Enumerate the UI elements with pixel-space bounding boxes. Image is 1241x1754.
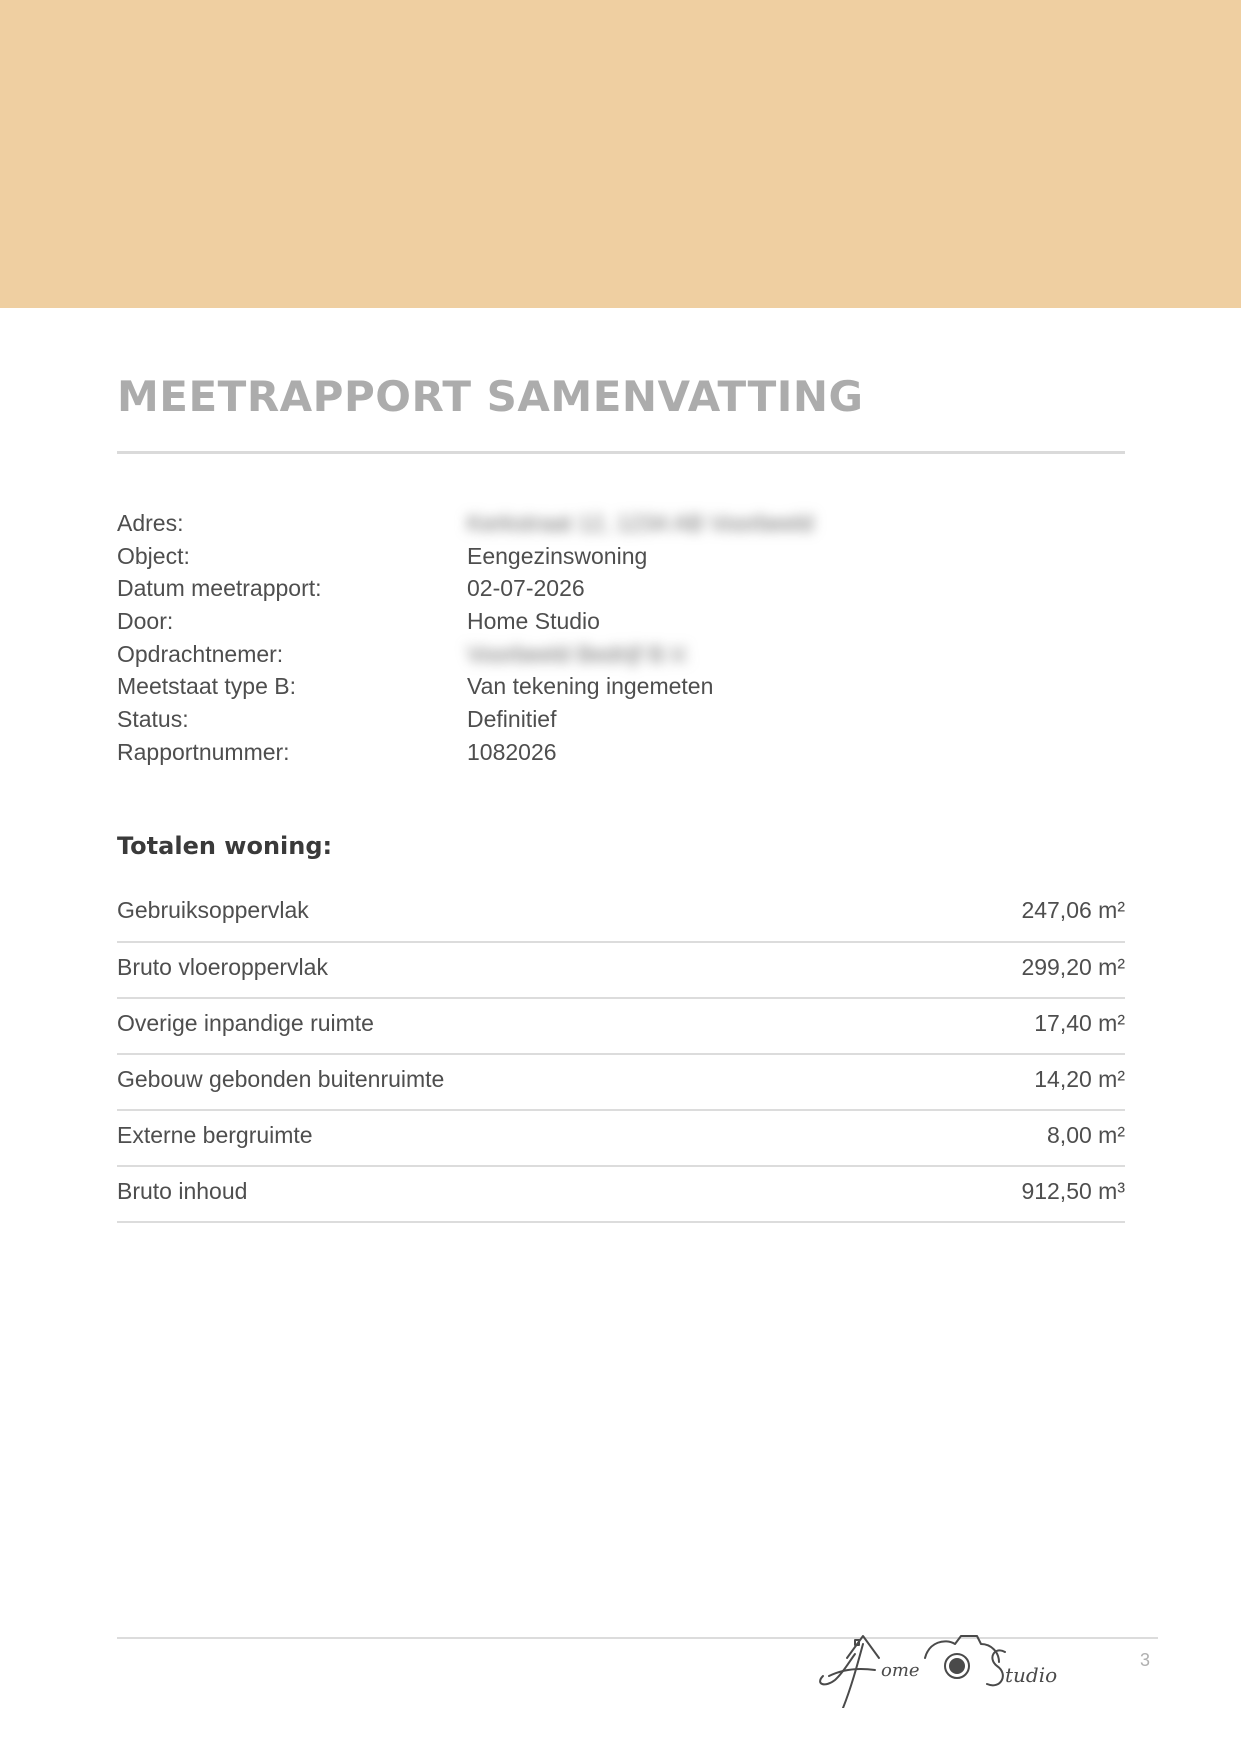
svg-text:ome: ome	[881, 1660, 920, 1681]
totals-value: 299,20 m²	[1021, 953, 1125, 980]
totals-heading: Totalen woning:	[117, 832, 333, 860]
report-info-table	[117, 507, 1125, 769]
totals-label: Gebouw gebonden buitenruimte	[117, 1065, 445, 1092]
totals-value: 912,50 m³	[1021, 1177, 1125, 1204]
info-row-object	[117, 540, 1125, 573]
info-row-report-number	[117, 736, 1125, 769]
info-row-measurement-type	[117, 670, 1125, 703]
info-label: Door:	[117, 607, 174, 634]
info-label: Object:	[117, 542, 190, 569]
page-number: 3	[1140, 1650, 1151, 1670]
info-row-date	[117, 572, 1125, 605]
info-value-redacted: Kerkstraat 12, 1234 AB Voorbeeld	[467, 509, 814, 536]
info-value: 1082026	[467, 738, 557, 765]
table-row	[117, 1167, 1125, 1223]
totals-label: Overige inpandige ruimte	[117, 1009, 374, 1036]
info-value: Eengezinswoning	[467, 542, 648, 569]
info-label: Rapportnummer:	[117, 738, 290, 765]
totals-label: Bruto vloeroppervlak	[117, 953, 328, 980]
info-value: Definitief	[467, 705, 557, 732]
totals-label: Bruto inhoud	[117, 1177, 248, 1204]
info-label: Status:	[117, 705, 189, 732]
info-value: Van tekening ingemeten	[467, 673, 714, 700]
info-label: Meetstaat type B:	[117, 673, 296, 700]
totals-label: Externe bergruimte	[117, 1121, 313, 1148]
totals-label: Gebruiksoppervlak	[117, 897, 309, 923]
info-row-by	[117, 605, 1125, 638]
totals-value: 14,20 m²	[1034, 1065, 1125, 1092]
header-band	[0, 0, 1241, 308]
table-row	[117, 1055, 1125, 1111]
title-divider	[117, 451, 1125, 454]
svg-text:tudio: tudio	[1005, 1663, 1058, 1687]
info-label: Datum meetrapport:	[117, 575, 322, 602]
table-row	[117, 999, 1125, 1055]
info-row-contractor	[117, 638, 1125, 671]
totals-value: 247,06 m²	[1021, 897, 1125, 923]
info-label: Adres:	[117, 509, 184, 536]
table-row	[117, 1111, 1125, 1167]
page-title: MEETRAPPORT SAMENVATTING	[117, 372, 864, 421]
info-value-redacted: Voorbeeld Bedrijf B.V.	[467, 640, 690, 667]
info-value: 02-07-2026	[467, 575, 585, 602]
totals-value: 8,00 m²	[1047, 1121, 1125, 1148]
info-row-status	[117, 703, 1125, 736]
info-label: Opdrachtnemer:	[117, 640, 284, 667]
info-row-address	[117, 507, 1125, 540]
totals-table	[117, 886, 1125, 1223]
table-row	[117, 943, 1125, 999]
home-studio-logo	[805, 1618, 1085, 1708]
info-value: Home Studio	[467, 607, 600, 634]
totals-value: 17,40 m²	[1034, 1009, 1125, 1036]
table-row	[117, 886, 1125, 943]
